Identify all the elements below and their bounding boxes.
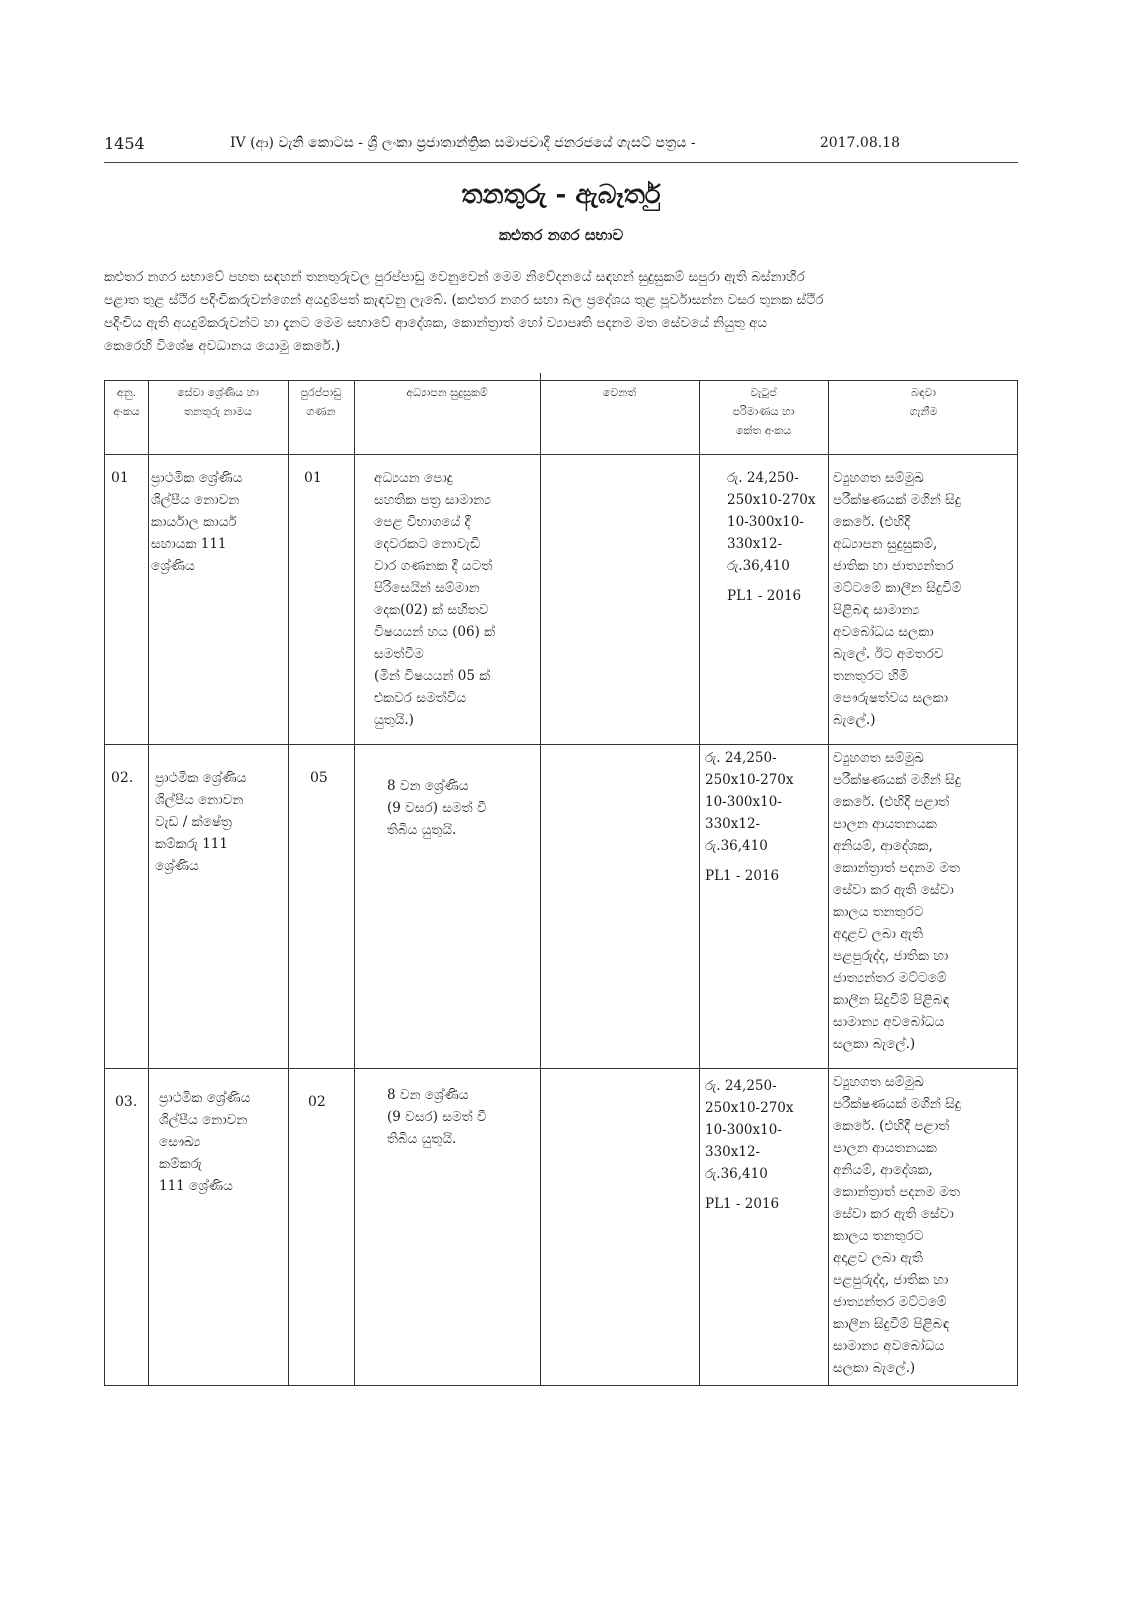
intro-line: කළුතර නගර සභාවේ පහත සඳහන් තනතුරුවල පුරප්පාඩු වෙනුවෙන් මෙම නිවේදනයේ සඳහන් සුදුසුකම් සපුරා ඇති බස්නාහිර [104,269,805,285]
row3-qualifications: 8 වන ශ්‍රේණිය (9 වසර) සමත් වී තිබිය යුතුයි. [387,1087,487,1147]
row1-salary-code: PL1 - 2016 [727,588,802,604]
header-qualifications: අධ්‍යාපන සුදුසුකම් [406,386,488,399]
column-divider [828,381,829,1385]
row1-vacancies: 01 [304,470,322,486]
row3-salary: රු. 24,250- 250x10-270x 10-300x10- 330x12- රු.36,410 PL1 - 2016 [705,1075,794,1215]
header-other: වෙනත් [602,386,637,399]
row-divider [105,454,1017,455]
column-divider [148,381,149,1385]
row3-serial: 03. [115,1094,138,1110]
row2-serial: 02. [111,770,134,786]
notice-title: තනතුරු - ඇබෑර්තු [461,180,661,210]
row2-salary: රු. 24,250- 250x10-270x 10-300x10- 330x12- රු.36,410 PL1 - 2016 [705,747,794,887]
row3-salary-code: PL1 - 2016 [705,1196,780,1212]
page-header [104,134,1018,160]
vacancy-table [104,380,1018,1386]
header-serial: අනු. අංකය [113,386,140,418]
column-divider [288,381,289,1385]
header-recruitment: බඳවා ගැනීම [909,386,938,418]
row1-serial: 01 [111,470,129,486]
row2-vacancies: 05 [310,770,328,786]
intro-line: කෙරෙහි විශේෂ අවධානය යොමු කෙරේ.) [104,338,341,354]
row1-salary: රු. 24,250- 250x10-270x 10-300x10- 330x12- රු.36,410 PL1 - 2016 [727,467,816,607]
intro-line: පදිංචිය ඇති අයදුම්කරුවන්ට හා දැනට මෙම සභාවේ ආදේශක, කොන්ත්‍රාත් හෝ ව්‍යාපෘති පදනම මත සේවයේ නියුතු අය [104,315,768,331]
intro-line: පළාත තුළ ස්ථිර පදිංචිකරුවන්ගෙන් අයදුම්පත් කැඳවනු ලැබේ. (කළුතර නගර සභා බල ප්‍රදේශය තුළ පූර්වාසන්න වසර තුනක ස්ථිර [104,292,824,308]
header-post: සේවා ශ්‍රේණිය හා තනතුරු නාමය [177,386,259,418]
row2-post: ප්‍රාථමික ශ්‍රේණිය ශිල්පීය නොවන වැඩ / ක්ෂේත්‍ර කම්කරු 111 ශ්‍රේණිය [155,770,247,874]
gazette-title: IV (ආ) වැනි කොටස - ශ්‍රී ලංකා ප්‍රජාතාන්ත්‍රික සමාජවාදී ජනරජයේ ගැසට් පත්‍රය - [230,135,696,151]
gazette-date: 2017.08.18 [819,135,900,151]
page-number: 1454 [104,134,145,153]
row2-salary-code: PL1 - 2016 [705,868,780,884]
row1-recruitment: ව්‍යුහගත සම්මුඛ පරීක්ෂණයක් මගින් සිදු කෙරේ. (එහිදී අධ්‍යාපන සුදුසුකම්, ජාතික හා ජාත්‍යන්තර මට්ටමේ කාලීන සිදුවීම් පිළිබඳ සාමාන්‍ය අවබෝධය සලකා බැලේ. ඊට අමතරව තනතුරට හිමි පෞරුෂත්වය සලකා බැලේ.) [833,470,962,728]
header-salary: වැටුප් පරිමාණය හා කේත අංකය [732,386,795,437]
row3-post: ප්‍රාථමික ශ්‍රේණිය ශිල්පීය නොවන සෞඛ්‍ය කම්කරු 111 ශ්‍රේණිය [159,1090,251,1194]
row2-qualifications: 8 වන ශ්‍රේණිය (9 වසර) සමත් වී තිබිය යුතුයි. [387,778,487,838]
header-rule [104,162,1018,163]
row-divider [105,1068,1017,1069]
row1-post: ප්‍රාථමික ශ්‍රේණිය ශිල්පීය නොවන කාර්යාල කාර්ය සහායක 111 ශ්‍රේණිය [151,470,243,574]
column-divider [540,381,541,1385]
row2-recruitment: ව්‍යුහගත සම්මුඛ පරීක්ෂණයක් මගින් සිදු කෙරේ. (එහිදී පළාත් පාලන ආයතනයක අනියම්, ආදේශක, කොන්ත්‍රාත් පදනම මත සේවා කර ඇති සේවා කාලය තනතුරට අදාළව ලබා ඇති පළපුරුද්ද, ජාතික හා ජාත්‍යන්තර මට්ටමේ කාලීන සිදුවීම් පිළිබඳ සාමාන්‍ය අවබෝධය සලකා බැලේ.) [833,750,961,1052]
row1-qualifications: අධ්‍යයන පොදු සහතික පත්‍ර සාමාන්‍ය පෙළ විභාගයේ දී දෙවරකට නොවැඩි වාර ගණනක දී යටත් පිරිසෙයින් සම්මාන දෙක(02) ක් සහිතව විෂයයන් හය (06) ක් සමත්වීම (මින් විෂයයන් 05 ක් එකවර සමත්විය යුතුයි.) [374,470,496,728]
row-divider [105,744,1017,745]
header-vacancies: පුරප්පාඩු ගණන [300,386,342,418]
column-divider [699,381,700,1385]
column-divider [354,381,355,1385]
row3-recruitment: ව්‍යුහගත සම්මුඛ පරීක්ෂණයක් මගින් සිදු කෙරේ. (එහිදී පළාත් පාලන ආයතනයක අනියම්, ආදේශක, කොන්ත්‍රාත් පදනම මත සේවා කර ඇති සේවා කාලය තනතුරට අදාළව ලබා ඇති පළපුරුද්ද, ජාතික හා ජාත්‍යන්තර මට්ටමේ කාලීන සිදුවීම් පිළිබඳ සාමාන්‍ය අවබෝධය සලකා බැලේ.) [833,1074,961,1376]
intro-paragraph [104,266,1018,358]
row3-vacancies: 02 [308,1094,326,1110]
notice-subtitle: කළුතර නගර සභාව [498,226,624,244]
